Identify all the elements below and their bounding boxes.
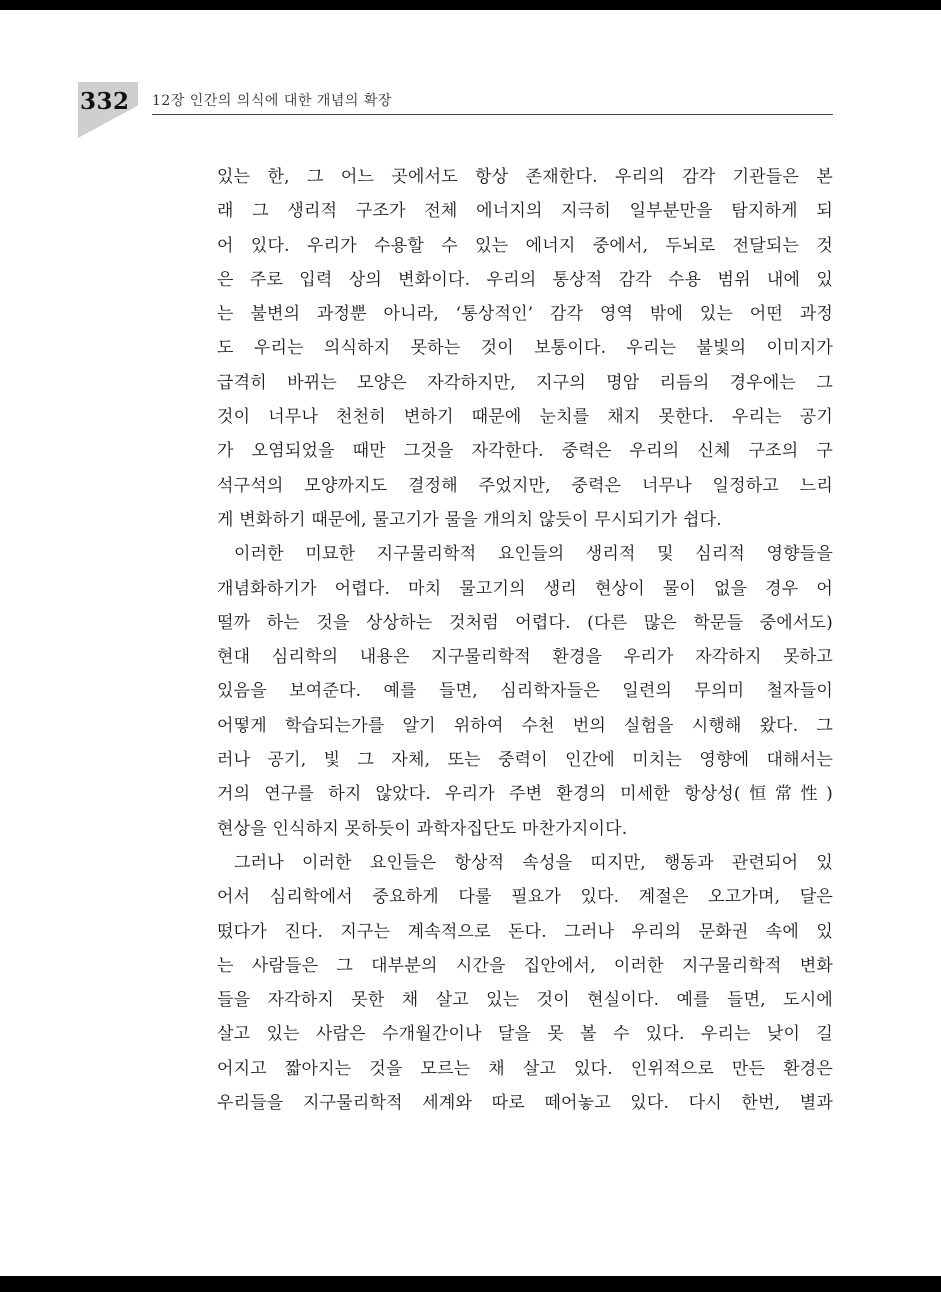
text-line: 어지고 짧아지는 것을 모르는 채 살고 있다. 인위적으로 만든 환경은 [217,1058,833,1079]
text-line: 현상을 인식하지 못하듯이 과학자집단도 마찬가지이다. [217,818,628,839]
text-line: 급격히 바뀌는 모양은 자각하지만, 지구의 명암 리듬의 경우에는 그 [217,372,833,393]
text-line: 살고 있는 사람은 수개월간이나 달을 못 볼 수 있다. 우리는 낮이 길 [217,1024,833,1045]
text-line: 있음을 보여준다. 예를 들면, 심리학자들은 일련의 무의미 철자들이 [217,681,833,702]
header-rule [152,114,833,115]
text-line: 어 있다. 우리가 수용할 수 있는 에너지 중에서, 두뇌로 전달되는 것 [217,235,833,256]
text-line: 들을 자각하지 못한 채 살고 있는 것이 현실이다. 예를 들면, 도시에 [217,990,833,1011]
text-line: 도 우리는 의식하지 못하는 것이 보통이다. 우리는 불빛의 이미지가 [217,338,833,359]
text-line: 우리들을 지구물리학적 세계와 따로 떼어놓고 있다. 다시 한번, 별과 [217,1093,833,1114]
text-line: 러나 공기, 빛 그 자체, 또는 중력이 인간에 미치는 영향에 대해서는 [217,750,833,771]
text-line: 것이 너무나 천천히 변하기 때문에 눈치를 채지 못한다. 우리는 공기 [217,407,833,428]
text-line: 어서 심리학에서 중요하게 다룰 필요가 있다. 계절은 오고가며, 달은 [217,887,833,908]
text-line: 래 그 생리적 구조가 전체 에너지의 지극히 일부분만을 탐지하게 되 [217,201,833,222]
text-line: 현대 심리학의 내용은 지구물리학적 환경을 우리가 자각하지 못하고 [217,647,833,668]
text-line: 떨까 하는 것을 상상하는 것처럼 어렵다. (다른 많은 학문들 중에서도) [217,612,833,633]
text-line: 거의 연구를 하지 않았다. 우리가 주변 환경의 미세한 항상성(恒常性) [217,784,833,805]
text-line: 떴다가 진다. 지구는 계속적으로 돈다. 그러나 우리의 문화권 속에 있 [217,921,833,942]
text-line: 어떻게 학습되는가를 알기 위하여 수천 번의 실험을 시행해 왔다. 그 [217,715,833,736]
text-line: 석구석의 모양까지도 결정해 주었지만, 중력은 너무나 일정하고 느리 [217,475,833,496]
page-number: 332 [80,88,130,115]
paragraph-first-line: 그러나 이러한 요인들은 항상적 속성을 띠지만, 행동과 관련되어 있 [234,852,833,873]
top-black-bar [0,0,941,10]
text-line: 은 주로 입력 상의 변화이다. 우리의 통상적 감각 수용 범위 내에 있 [217,269,833,290]
running-head: 12장 인간의 의식에 대한 개념의 확장 [152,93,392,109]
text-line: 게 변화하기 때문에, 물고기가 물을 개의치 않듯이 무시되기가 쉽다. [217,509,722,530]
text-line: 는 사람들은 그 대부분의 시간을 집안에서, 이러한 지구물리학적 변화 [217,955,833,976]
text-line: 가 오염되었을 때만 그것을 자각한다. 중력은 우리의 신체 구조의 구 [217,441,833,462]
text-line: 개념화하기가 어렵다. 마치 물고기의 생리 현상이 물이 없을 경우 어 [217,578,833,599]
paragraph-first-line: 이러한 미묘한 지구물리학적 요인들의 생리적 및 심리적 영향들을 [234,544,833,565]
body-text [217,160,833,1120]
text-line: 있는 한, 그 어느 곳에서도 항상 존재한다. 우리의 감각 기관들은 본 [217,167,833,187]
text-line: 는 불변의 과정뿐 아니라, ‘통상적인’ 감각 영역 밖에 있는 어떤 과정 [217,304,833,325]
bottom-black-bar [0,1276,941,1292]
